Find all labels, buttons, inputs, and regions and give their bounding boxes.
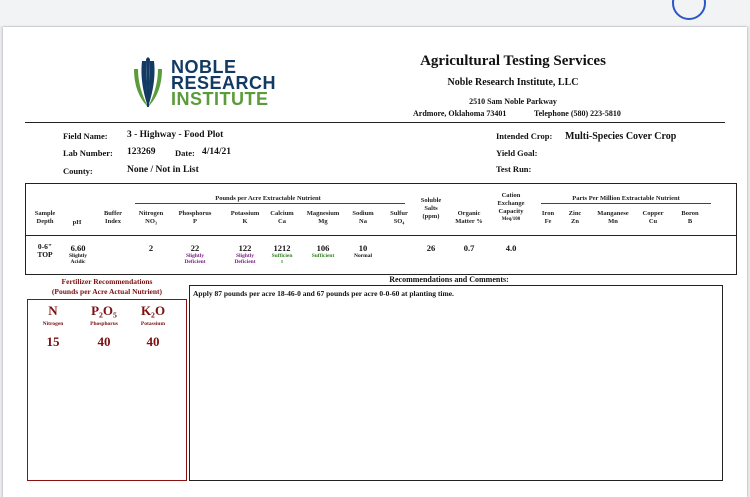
ppm-group-header: Parts Per Million Extractable Nutrient: [572, 195, 680, 202]
col-cec-header: Cation Exchange Capacity Meq/100: [497, 192, 525, 222]
col-potassium-header: Potassium K: [230, 210, 260, 225]
company-subtitle: Noble Research Institute, LLC: [447, 77, 579, 88]
fert-nitrogen: N Nitrogen 15: [42, 303, 64, 349]
phone-number: Telephone (580) 223-5810: [534, 109, 621, 118]
address-line2: Ardmore, Oklahoma 73401: [413, 109, 507, 118]
row-calcium: 1212 Sufficien t: [271, 243, 293, 265]
col-buffer-header: Buffer Index: [103, 210, 123, 225]
soil-report-page: [3, 27, 747, 497]
field-name-value: 3 - Highway - Food Plot: [127, 130, 224, 140]
test-run-label: Test Run:: [496, 164, 532, 174]
address-line1: 2510 Sam Noble Parkway: [469, 97, 557, 106]
lab-number-label: Lab Number:: [63, 148, 113, 158]
logo-wordmark: NOBLE RESEARCH INSTITUTE: [171, 57, 277, 109]
col-calcium-header: Calcium Ca: [270, 210, 294, 225]
row-salts: 26: [426, 243, 436, 253]
col-ph-header: pH: [72, 219, 82, 226]
col-salts-header: Soluble Salts (ppm): [420, 197, 442, 220]
col-depth-header: Sample Depth: [34, 210, 56, 225]
row-phosphorus: 22 Slightly Deficient: [184, 243, 206, 265]
group-underline: [135, 203, 405, 204]
col-om-header: Organic Matter %: [455, 210, 483, 225]
row-nitrogen: 2: [148, 243, 154, 253]
date-value: 4/14/21: [202, 147, 232, 157]
col-magnesium-header: Magnesium Mg: [306, 210, 340, 225]
row-potassium: 122 Slightly Deficient: [234, 243, 256, 265]
row-magnesium: 106 Sufficient: [311, 243, 335, 259]
comments-text: Apply 87 pounds per acre 18-46-0 and 67 pounds per acre 0-0-60 at planting time.: [193, 289, 454, 298]
col-iron-header: Iron Fe: [541, 210, 555, 225]
fert-phosphorus: P₂O₅ Phosphorus 40: [90, 303, 118, 349]
lab-number-value: 123269: [127, 147, 156, 157]
table-divider: [25, 235, 737, 236]
row-sodium: 10 Normal: [353, 243, 373, 259]
divider: [25, 122, 725, 123]
comments-box: [189, 285, 723, 481]
col-copper-header: Copper Cu: [642, 210, 664, 225]
field-name-label: Field Name:: [63, 131, 108, 141]
county-value: None / Not in List: [127, 165, 199, 175]
viewer-toolbar: [0, 0, 750, 26]
intended-crop-label: Intended Crop:: [496, 131, 553, 141]
row-ph: 6.60 Slightly Acidic: [68, 243, 88, 265]
fertilizer-title: Fertilizer Recommendations (Pounds per Acre Actual Nutrient): [51, 277, 163, 296]
col-phosphorus-header: Phosphorus P: [178, 210, 212, 225]
col-sodium-header: Sodium Na: [352, 210, 374, 225]
row-cec: 4.0: [505, 243, 517, 253]
group-underline: [541, 203, 711, 204]
company-title: Agricultural Testing Services: [420, 53, 606, 69]
col-manganese-header: Manganese Mn: [597, 210, 629, 225]
col-nitrogen-header: Nitrogen NO₃: [138, 210, 164, 225]
col-boron-header: Boron B: [681, 210, 699, 225]
row-om: 0.7: [463, 243, 475, 253]
intended-crop-value: Multi-Species Cover Crop: [565, 131, 677, 142]
row-depth: 0-6" TOP: [37, 242, 53, 259]
wheat-logo-icon: [128, 57, 168, 109]
col-sulfur-header: Sulfur SO₄: [390, 210, 408, 225]
date-label: Date:: [175, 148, 195, 158]
pounds-group-header: Pounds per Acre Extractable Nutrient: [215, 195, 321, 202]
col-zinc-header: Zinc Zn: [568, 210, 582, 225]
county-label: County:: [63, 166, 93, 176]
comments-title: Recommendations and Comments:: [389, 275, 509, 284]
yield-goal-label: Yield Goal:: [496, 148, 538, 158]
fert-potassium: K₂O Potassium 40: [140, 303, 166, 349]
